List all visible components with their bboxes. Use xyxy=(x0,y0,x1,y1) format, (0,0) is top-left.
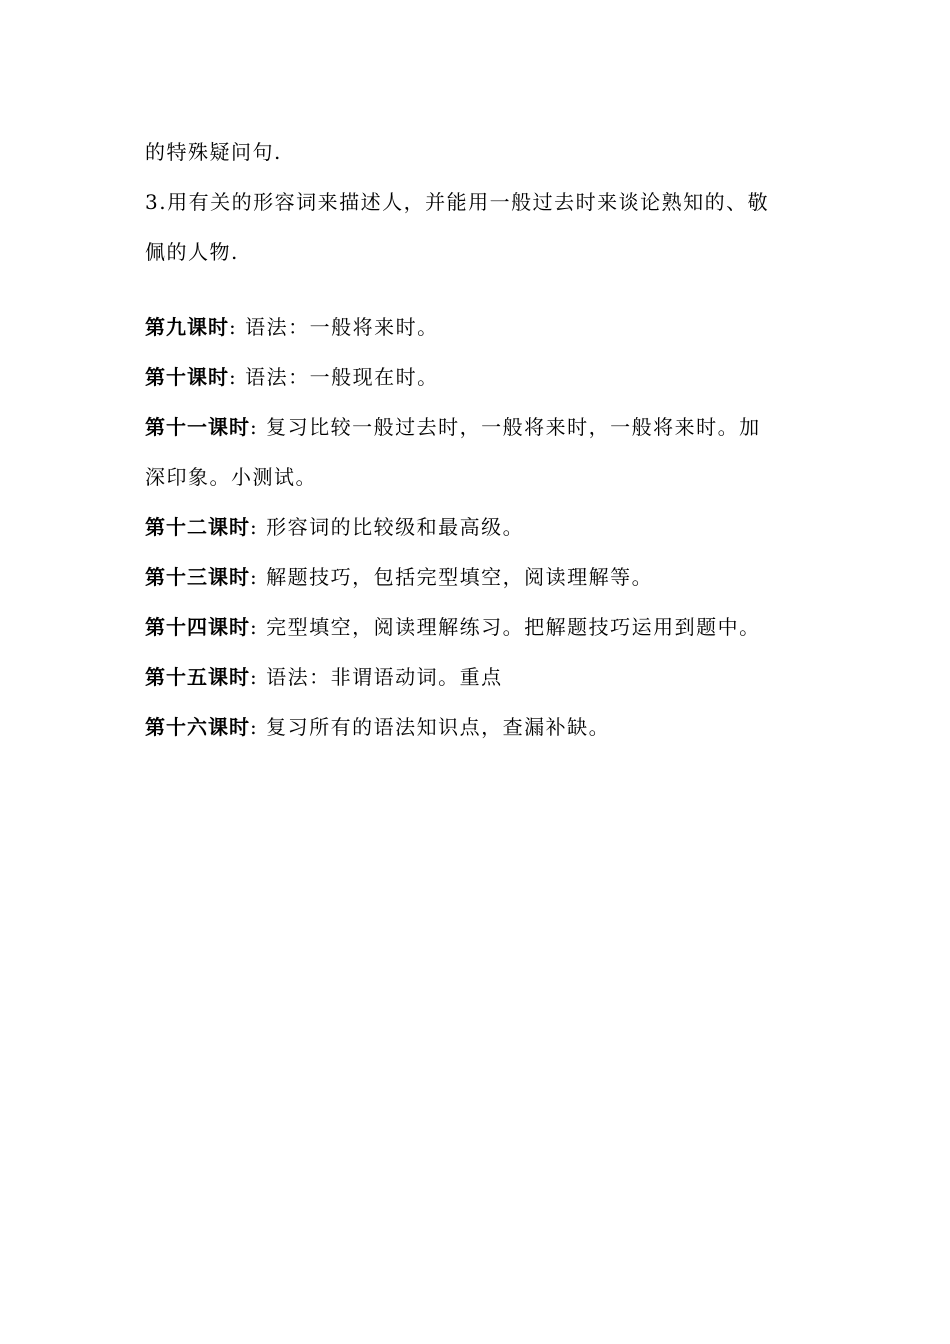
lesson-10-label: 第十课时 xyxy=(145,365,229,389)
lesson-9 xyxy=(145,314,805,340)
intro-line-2: 3.用有关的形容词来描述人，并能用一般过去时来谈论熟知的、敬 xyxy=(145,190,770,214)
intro-line-1: 的特殊疑问句. xyxy=(145,140,282,164)
lesson-15-label: 第十五课时 xyxy=(145,665,250,689)
lesson-10-text: 语法：一般现在时。 xyxy=(245,365,439,389)
lesson-11 xyxy=(145,414,805,440)
lesson-15-sep: : xyxy=(250,665,259,689)
lesson-14-text: 完型填空，阅读理解练习。把解题技巧运用到题中。 xyxy=(266,615,761,639)
lesson-9-text: 语法：一般将来时。 xyxy=(245,315,439,339)
lesson-9-sep: : xyxy=(229,315,238,339)
lesson-12-text: 形容词的比较级和最高级。 xyxy=(266,515,525,539)
lesson-11-sep: : xyxy=(250,415,259,439)
lesson-16-text: 复习所有的语法知识点，查漏补缺。 xyxy=(266,715,611,739)
lesson-10 xyxy=(145,364,805,390)
lesson-13 xyxy=(145,564,805,590)
lesson-12 xyxy=(145,514,805,540)
lesson-15 xyxy=(145,664,805,690)
lesson-9-label: 第九课时 xyxy=(145,315,229,339)
intro-line-3: 佩的人物. xyxy=(145,240,239,264)
lesson-16-sep: : xyxy=(250,715,259,739)
lesson-14-label: 第十四课时 xyxy=(145,615,250,639)
lesson-16-label: 第十六课时 xyxy=(145,715,250,739)
lesson-12-sep: : xyxy=(250,515,259,539)
lesson-11-text: 复习比较一般过去时，一般将来时，一般将来时。加 xyxy=(266,415,761,439)
lesson-11-continuation: 深印象。小测试。 xyxy=(145,465,317,489)
lesson-14-sep: : xyxy=(250,615,259,639)
lesson-12-label: 第十二课时 xyxy=(145,515,250,539)
lesson-13-sep: : xyxy=(250,565,259,589)
lesson-13-label: 第十三课时 xyxy=(145,565,250,589)
lesson-13-text: 解题技巧，包括完型填空，阅读理解等。 xyxy=(266,565,654,589)
lesson-15-text: 语法：非谓语动词。重点 xyxy=(266,665,503,689)
lesson-14 xyxy=(145,614,805,640)
lesson-16 xyxy=(145,714,805,740)
lesson-10-sep: : xyxy=(229,365,238,389)
lesson-11-label: 第十一课时 xyxy=(145,415,250,439)
